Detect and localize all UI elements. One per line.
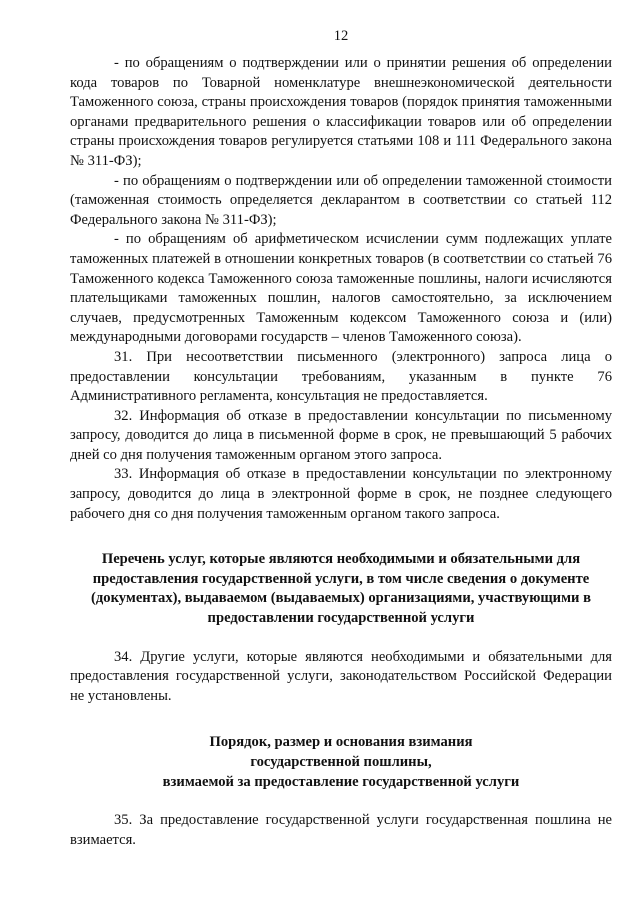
section-heading-line: государственной пошлины,: [250, 754, 432, 770]
paragraph-customs-payments: - по обращениям об арифметическом исчислении сумм подлежащих уплате таможенных платежей в отношении конкретных товаров (в соответствии со статьей 76 Таможенного кодекса Таможенного союза таможенные пошлины, налоги исчисляются плательщиками таможенных пошлин, налогов самостоятельно, за исключением случаев, предусмотренных Таможенным кодексом Таможенного союза и (или) международными договорами государств – членов Таможенного союза).: [70, 231, 612, 346]
page-number: 12: [333, 28, 349, 44]
paragraph-32: 32. Информация об отказе в предоставлении консультации по письменному запросу, доводится до лица в письменной форме в срок, не превышающий 5 рабочих дней со дня получения таможенным органом этого запроса.: [70, 407, 612, 463]
document-page: [70, 0, 612, 850]
paragraph-31: 31. При несоответствии письменного (электронного) запроса лица о предоставлении консультации требованиям, указанным в пункте 76 Административного регламента, консультация не предоставляется.: [70, 348, 612, 405]
section-heading-state-fee: [70, 733, 612, 792]
section-heading-line: взимаемой за предоставление государственной услуги: [162, 773, 520, 790]
paragraph-34: 34. Другие услуги, которые являются необходимыми и обязательными для предоставления государственной услуги, законодательством Российской Федерации не установлены.: [70, 648, 612, 704]
section-heading-required-services: Перечень услуг, которые являются необходимыми и обязательными для предоставления государственной услуги, в том числе сведения о документе (документах), выдаваемом (выдаваемых) организациями, участвующими в предоставлении государственной услуги: [91, 551, 591, 627]
paragraph-tariff-code: - по обращениям о подтверждении или о принятии решения об определении кода товаров по Товарной номенклатуре внешнеэкономической деятельности Таможенного союза, страны происхождения товаров (порядок принятия таможенными органами предварительного решения о классификации товаров или об определении страны происхождения товаров регулируется статьями 108 и 111 Федерального закона № 311-ФЗ);: [70, 55, 612, 169]
section-heading-line: Порядок, размер и основания взимания: [209, 734, 473, 751]
paragraph-35: 35. За предоставление государственной услуги государственная пошлина не взимается.: [70, 812, 612, 848]
paragraph-33: 33. Информация об отказе в предоставлении консультации по электронному запросу, доводится до лица в электронной форме в срок, не позднее следующего рабочего дня со дня получения таможенным органом такого запроса.: [70, 466, 612, 522]
paragraph-customs-value: - по обращениям о подтверждении или об определении таможенной стоимости (таможенная стоимость определяется декларантом в соответствии со статьей 112 Федерального закона № 311-ФЗ);: [70, 172, 612, 228]
